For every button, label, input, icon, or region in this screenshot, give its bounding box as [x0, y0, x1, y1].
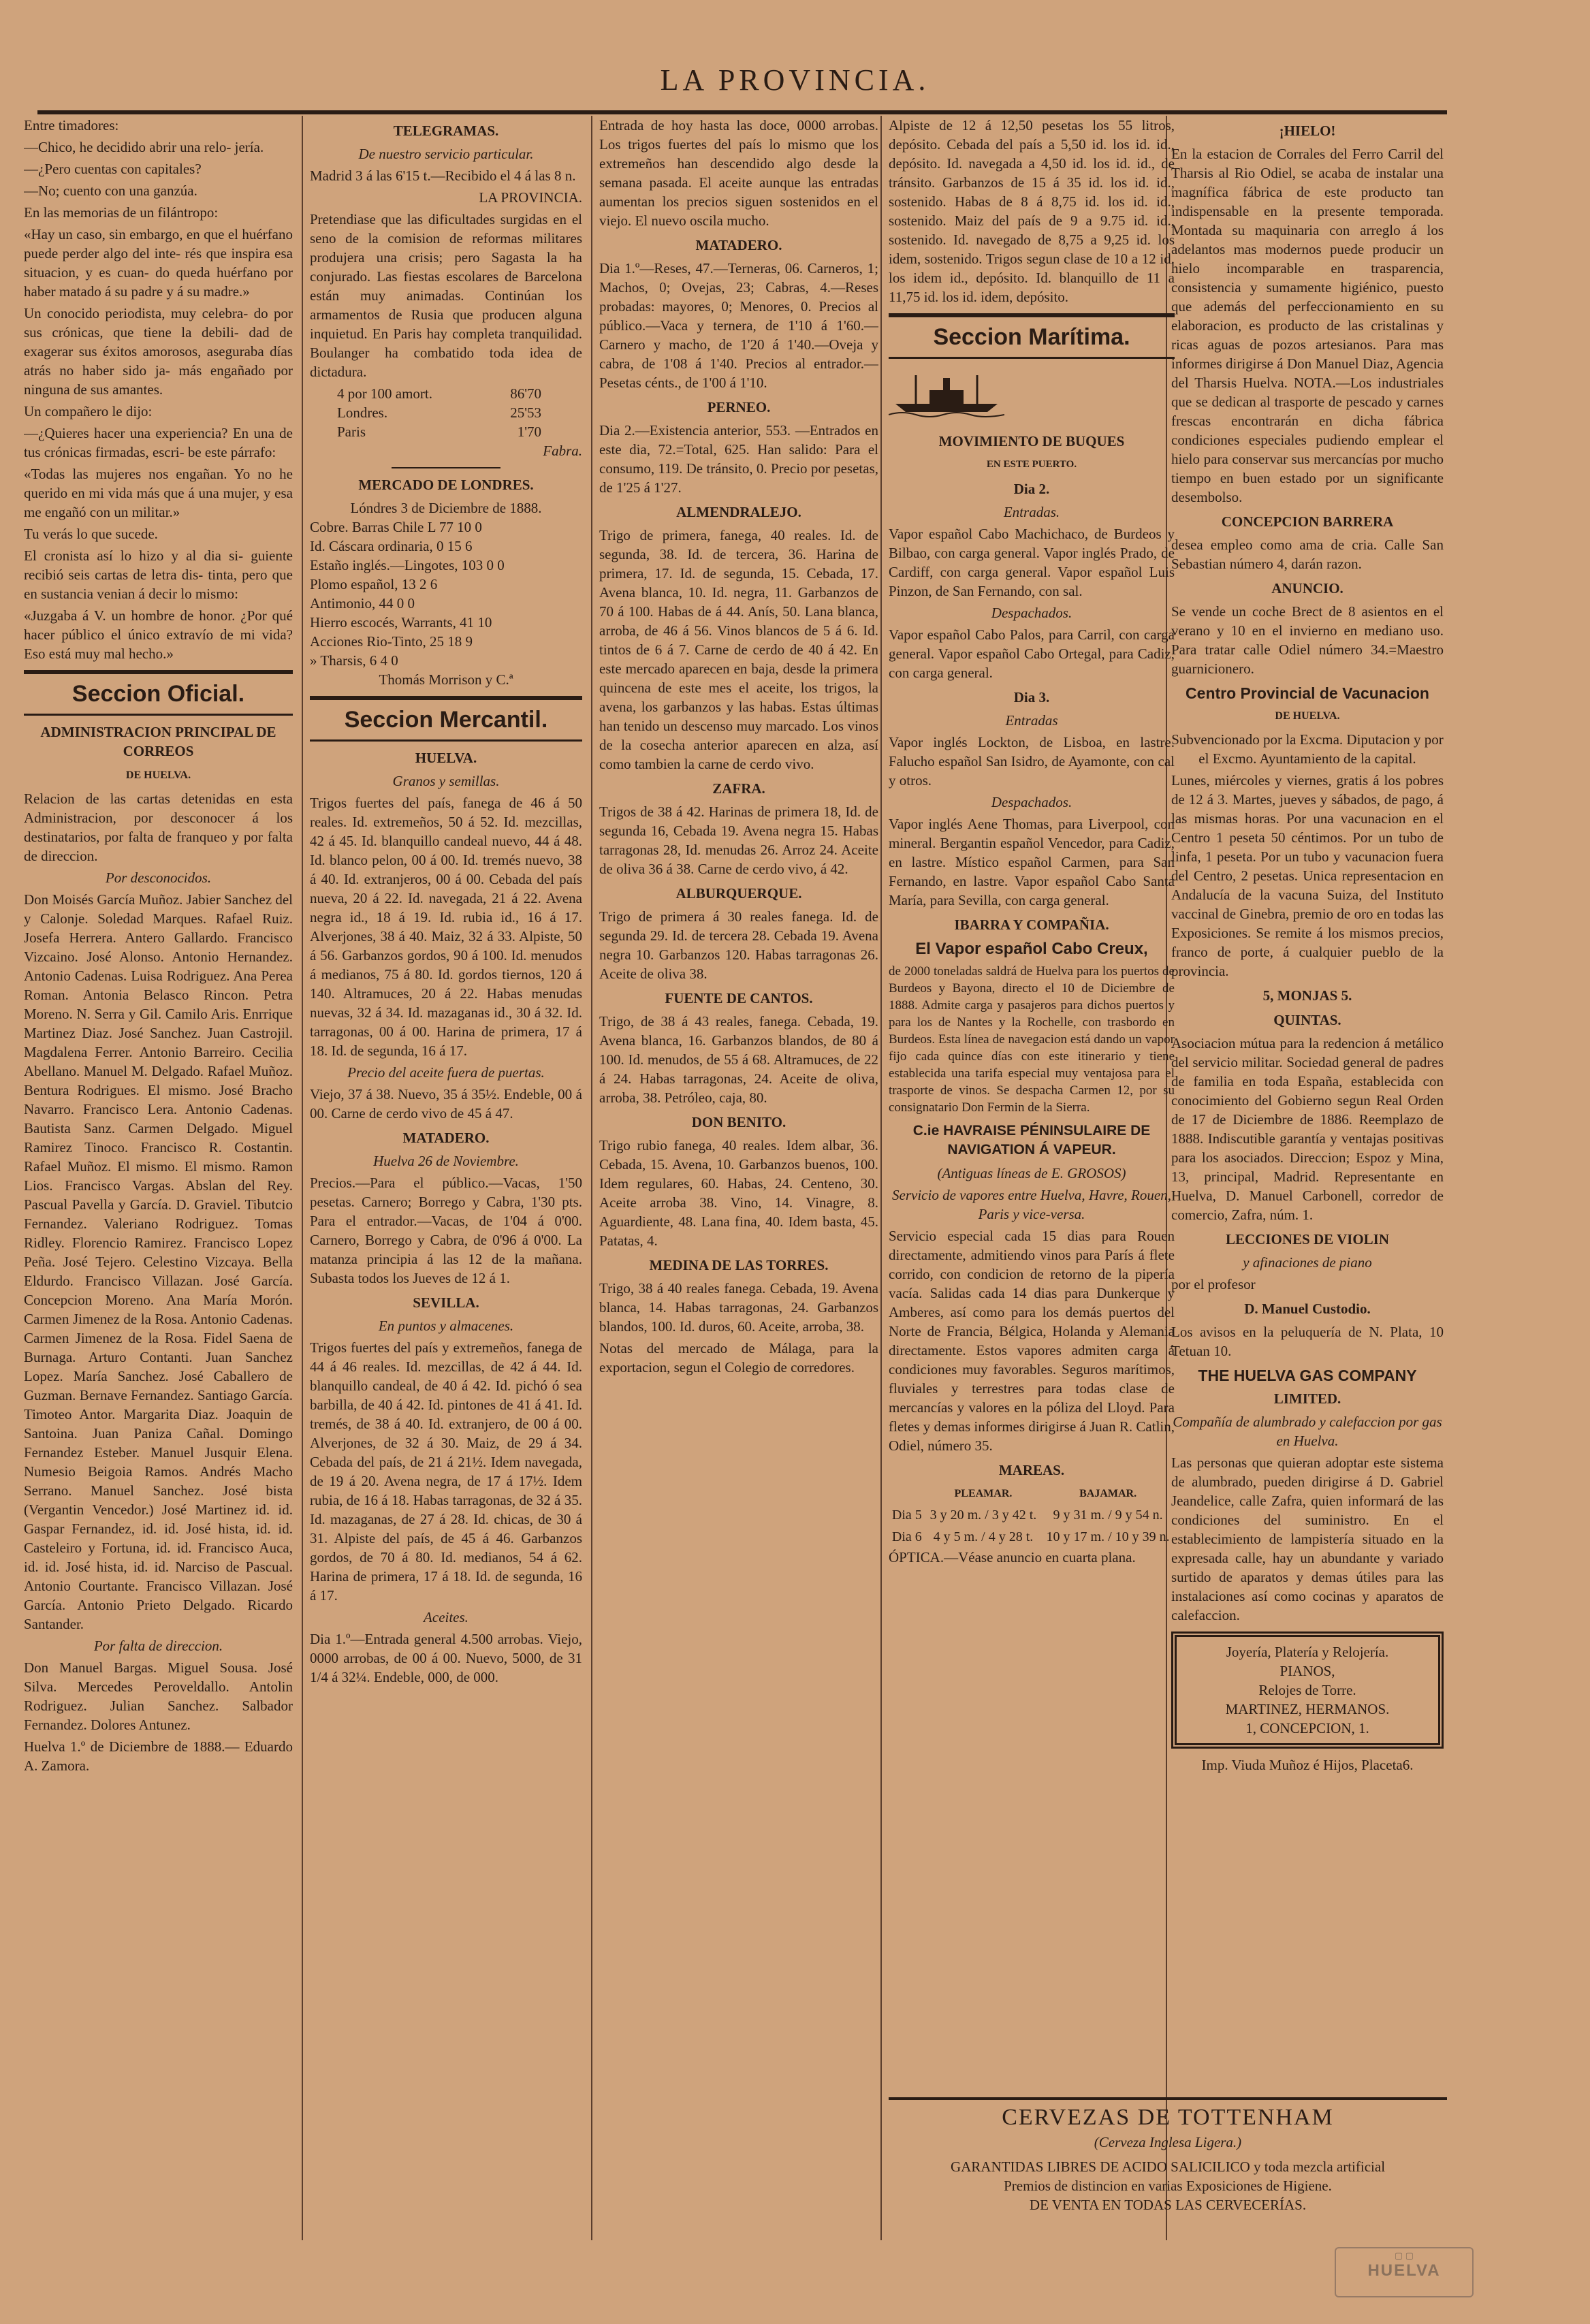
aceites-title: Aceites.: [424, 1609, 468, 1625]
joyeria-line: Joyería, Platería y Relojería.: [1226, 1644, 1389, 1660]
mareas-title: MAREAS.: [998, 1462, 1065, 1478]
cervezas-title: CERVEZAS DE TOTTENHAM: [889, 2097, 1447, 2127]
zafra-text: Trigos de 38 á 42. Harinas de primera 18, Id. de segunda 16, Cebada 19. Avena negra 15. Habas tarragonas 28, Id. menudas 26. Arroz 24. Aceite de oliva 36 á 38. Carne de cerdo vivo, á 42.: [599, 803, 878, 877]
rate-row: [337, 384, 582, 403]
column-2: [310, 116, 582, 2240]
despachados-2: Despachados.: [991, 605, 1072, 621]
londres-title: MERCADO DE LONDRES.: [358, 477, 534, 493]
matadero2-title: MATADERO.: [695, 237, 782, 253]
section-title-oficial: Seccion Oficial.: [24, 670, 293, 716]
alburquerque-text: Trigo de primera á 30 reales fanega. Id. de segunda 29. Id. de tercera 28. Cebada 19. Avena negra 10. Garbanzos 120. Habas tarragonas 26. Aceite de oliva 38.: [599, 908, 878, 982]
telegram-body: Pretendiase que las dificultades surgidas en el seno de la comision de reformas militares produjera una crisis; pero Sagasta la ha conjurado. Las fiestas escolares de Barcelona están muy animadas. Continúan los armamentos de Rusia que producen alguna inquietud. En Paris hay completa tranquilidad. Boulanger ha combatido toda idea de dictadura.: [310, 211, 582, 380]
column-divider: [591, 116, 592, 2240]
matadero2-text: Dia 1.º—Reses, 47.—Terneras, 06. Carneros, 1; Machos, 0; Ovejas, 23; Cabras, 4.—Reses probadas: mayores, 0; Menores, 0. Precios al público.—Vaca y ternera, de 1'10 á 1'60.—Carnero y macho, de 1'20 á 1'40.—Oveja y cabra, de 1'08 á 1'40. Precios al entrador.—Pesetas cénts., de 1'00 á 1'10.: [599, 260, 878, 391]
joyeria-line: MARTINEZ, HERMANOS.: [1225, 1701, 1390, 1717]
mareas-cell: 4 y 5 m. / 4 y 28 t.: [933, 1529, 1034, 1544]
despachados-3: Despachados.: [991, 794, 1072, 810]
londres-line: Hierro escocés, Warrants, 41 10: [310, 614, 492, 631]
rate-value: 86'70: [510, 385, 541, 402]
violin-name: D. Manuel Custodio.: [1244, 1301, 1371, 1317]
rate-row: [337, 422, 582, 441]
anecdote-paragraph: —¿Quieres hacer una experiencia? En una de tus crónicas firmadas, escri- be este párrafo:: [24, 425, 293, 460]
fuente-title: FUENTE DE CANTOS.: [665, 990, 813, 1006]
londres-line: Cobre. Barras Chile L 77 10 0: [310, 519, 482, 535]
medina-title: MEDINA DE LAS TORRES.: [649, 1257, 829, 1273]
violin-title: LECCIONES DE VIOLIN: [1225, 1231, 1389, 1247]
havraise-route: Servicio de vapores entre Huelva, Havre, Rouen, Paris y vice-versa.: [892, 1187, 1171, 1222]
desconocidos-title: Por desconocidos.: [105, 870, 212, 886]
cervezas-ad: [889, 2097, 1447, 2214]
creux-title: El Vapor español Cabo Creux,: [915, 940, 1148, 958]
top-rule: [37, 110, 1447, 114]
joyeria-ad: [1171, 1631, 1444, 1749]
malaga-notes: Notas del mercado de Málaga, para la exportacion, segun el Colegio de corredores.: [599, 1340, 878, 1375]
rate-value: 1'70: [517, 424, 541, 440]
exchange-rates: [310, 384, 582, 441]
concepcion-title: CONCEPCION BARRERA: [1221, 513, 1394, 530]
rates-signature: Fabra.: [543, 443, 582, 459]
perneo-text: Dia 2.—Existencia anterior, 553. —Entrados en este dia, 72.=Total, 625. Han salido: Para el consumo, 119. De tránsito, 0. Precio por pesetas, de 1'25 á 1'27.: [599, 422, 878, 496]
gas-title: THE HUELVA GAS COMPANY: [1198, 1367, 1417, 1384]
column-3: [599, 116, 878, 2240]
admin-intro: Relacion de las cartas detenidas en esta Administracion, por desconocer á los destinatarios, por falta de franqueo y por falta de direccion.: [24, 791, 293, 864]
medina-text: Trigo, 38 á 40 reales fanega. Cebada, 19. Avena blanca, 14. Habas tarragonas, 24. Garbanzos blandos, 100. Id. duros, 60. Aceite, arroba, 38.: [599, 1280, 878, 1335]
havraise-subtitle: (Antiguas líneas de E. GROSOS): [937, 1165, 1126, 1181]
cervezas-line-1: GARANTIDAS LIBRES DE ACIDO SALICILICO y toda mezcla artificial: [950, 2159, 1386, 2175]
violin-text: por el profesor: [1171, 1276, 1256, 1292]
admin-title: ADMINISTRACION PRINCIPAL DE CORREOS: [40, 724, 276, 759]
aceite-prices: Viejo, 37 á 38. Nuevo, 35 á 35½. Endeble, 00 á 00. Carne de cerdo vivo de 45 á 47.: [310, 1086, 582, 1121]
optica-notice: ÓPTICA.—Véase anuncio en cuarta plana.: [889, 1549, 1136, 1565]
anecdote-paragraph: El cronista así lo hizo y al dia si- guiente recibió seis cartas de letra dis- tinta, pero que en sustancia venian á decir lo mismo:: [24, 547, 293, 602]
fuente-text: Trigo, de 38 á 43 reales, fanega. Cebada, 19. Avena blanca, 16. Garbanzos blandos, de 80 á 100. Id. menudos, de 55 á 68. Altramuces, de 22 á 24. Habas tarragonas, 24. Aceite de oliva, arroba, 38. Petróleo, caja, 80.: [599, 1013, 878, 1106]
londres-line: Antimonio, 44 0 0: [310, 595, 415, 611]
section-title-mercantil: Seccion Mercantil.: [310, 696, 582, 742]
movimiento-subtitle: EN ESTE PUERTO.: [986, 459, 1077, 470]
vacunacion-subtitle: DE HUELVA.: [1275, 710, 1340, 722]
imprenta: Imp. Viuda Muñoz é Hijos, Placeta6.: [1201, 1757, 1414, 1773]
direccion-title: Por falta de direccion.: [93, 1638, 223, 1654]
matadero-date: Huelva 26 de Noviembre.: [373, 1153, 519, 1169]
masthead: LA PROVINCIA.: [660, 63, 930, 97]
anuncio-title: ANUNCIO.: [1271, 580, 1343, 596]
movimiento-title: MOVIMIENTO DE BUQUES: [938, 433, 1125, 449]
quintas-text: Asociacion mútua para la redencion á metálico del servicio militar. Sociedad general de padres de familia en toda España, establecida con conocimiento del Gobierno segun Real Orden de 17 de Diciembre de 1886. Reemplazo de 1888. Indiscutible garantía y ventajas positivas para los asociados. Direccion; Espoz y Mina, 13, principal, Madrid. Representante en Huelva, D. Manuel Carbonell, corredor de comercio, Zafra, núm. 1.: [1171, 1035, 1444, 1223]
almendralejo-title: ALMENDRALEJO.: [676, 504, 801, 520]
huelva-title: HUELVA.: [415, 750, 477, 766]
anecdote-paragraph: «Todas las mujeres nos engañan. Yo no he querido en mi vida más que á una mujer, y esa me engañó con un militar.»: [24, 466, 293, 520]
anecdote-paragraph: —¿Pero cuentas con capitales?: [24, 161, 202, 177]
entradas-2-text: Vapor español Cabo Machichaco, de Burdeos y Bilbao, con carga general. Vapor inglés Prado, de Cardiff, con carga general. Vapor español Luis Pinzon, de San Fernando, con sal.: [889, 526, 1175, 599]
anecdote-paragraph: Un conocido periodista, muy celebra- do por sus crónicas, que tiene la debili- dad de exagerar sus éxitos amorosos, aseguraba días atrás no haber sido ja- más engañado por ninguna de sus amantes.: [24, 305, 293, 398]
creux-text: de 2000 toneladas saldrá de Huelva para los puertos de Burdeos y Bayona, directo el 10 de Diciembre de 1888. Admite carga y pasajeros para dichos puertos y para los de Nantes y la Rochelle, con trasbordo en Burdeos. Esta línea de navegacion está dando un vapor fijo cada quince días con este itinerario y tiene establecida una tarifa especial muy ventajosa para el trasporte de vinos. Se despacha Carmen 12, por su consignatario Don Fermin de la Sierra.: [889, 964, 1175, 1115]
column-1: [24, 116, 293, 2240]
londres-line: Thomás Morrison y C.ª: [379, 671, 513, 688]
telegramas-title: TELEGRAMAS.: [393, 123, 499, 139]
entradas-3-text: Vapor inglés Lockton, de Lisboa, en lastre. Falucho español San Isidro, de Ayamonte, con cal y otros.: [889, 734, 1175, 789]
matadero-title: MATADERO.: [402, 1130, 490, 1146]
column-5: [1171, 116, 1444, 2084]
joyeria-line: Relojes de Torre.: [1258, 1682, 1356, 1698]
mareas-cell: Dia 5: [891, 1508, 922, 1523]
anecdote-paragraph: «Juzgaba á V. un hombre de honor. ¿Por qué hacer público el único extravío de mi vida? Eso está muy mal hecho.»: [24, 607, 293, 662]
entradas-2: Entradas.: [1003, 504, 1060, 520]
section-title-maritima: Seccion Marítima.: [889, 313, 1175, 359]
anecdotes: [24, 116, 293, 663]
mareas-cell: Dia 6: [891, 1529, 922, 1544]
mareas-cell: 10 y 17 m. / 10 y 39 n.: [1046, 1529, 1170, 1544]
alburquerque-title: ALBURQUERQUE.: [675, 885, 802, 902]
mareas-cell: 9 y 31 m. / 9 y 54 n.: [1053, 1508, 1163, 1523]
anecdote-paragraph: —No; cuento con una ganzúa.: [24, 182, 197, 199]
havraise-title: C.ie HAVRAISE PÉNINSULAIRE DE NAVIGATION Á VAPEUR.: [912, 1123, 1151, 1158]
huelva-prices: Trigos fuertes del país, fanega de 46 á 50 reales. Id. extremeños, 50 á 52. Id. mezcillas, 42 á 45. Id. blanquillo candeal nuevo, 44 á 48. Id. blanco pelon, 00 á 00. Id. tremés nuevo, 38 á 40. Id. extranjeros, 00 á 00. Cebada del país nueva, 20 á 22. Id. navegada, 21 á 22. Avena negra id., 18 á 19. Id. rubia id., 16 á 17. Alverjones, 38 á 40. Maiz, 32 á 33. Alpiste, 50 á 56. Garbanzos gordos, 90 á 100. Id. menudos á medianos, 75 á 80. Id. gordos tiernos, 120 á 140. Altramuces, 20 á 22. Habas menudas nuevas, 32 á 34. Id. mazaganas id., 30 á 32. Id. tarragonas, 00 á 00. Harina de primera, 17 á 18. Id. de segunda, 16 á 17.: [310, 795, 582, 1059]
anecdote-paragraph: Tu verás lo que sucede.: [24, 526, 158, 542]
anecdote-paragraph: «Hay un caso, sin embargo, en que el huérfano puede perder algo del inte- rés que inspira esa situacion, y es cuan- do queda huérfano por haber matado á su padre y á su madre.»: [24, 226, 293, 300]
telegram-header: Madrid 3 á las 6'15 t.—Recibido el 4 á las 8 n.: [310, 168, 576, 184]
mareas-header: PLEAMAR.: [954, 1488, 1013, 1499]
admin-signature: Huelva 1.º de Diciembre de 1888.— Eduardo A. Zamora.: [24, 1738, 293, 1774]
divider: [392, 467, 500, 468]
telegram-from: LA PROVINCIA.: [479, 189, 582, 206]
market-notes: Entrada de hoy hasta las doce, 0000 arrobas. Los trigos fuertes del país lo mismo que los extremeños han descendido algo desde la semana pasada. El aceite aunque las entradas aumentan los precios siguen sostenidos en el viejo. El nuevo oscila mucho.: [599, 117, 878, 229]
rate-value: 25'53: [510, 404, 541, 421]
concepcion-text: desea empleo como ama de cria. Calle San Sebastian número 4, darán razon.: [1171, 537, 1444, 572]
granos-title: Granos y semillas.: [392, 773, 500, 789]
cervezas-line-2: Premios de distincion en varias Exposiciones de Higiene.: [1004, 2178, 1332, 2194]
column-divider: [302, 116, 303, 2240]
gas-subtitle: LIMITED.: [1273, 1390, 1341, 1407]
violin-address: Los avisos en la peluquería de N. Plata, 10 Tetuan 10.: [1171, 1324, 1444, 1359]
quintas-title: QUINTAS.: [1273, 1012, 1341, 1028]
mareas-row: [889, 1526, 1175, 1548]
ship-icon: [889, 370, 1004, 417]
mareas-header: BAJAMAR.: [1079, 1488, 1137, 1499]
almendralejo-text: Trigo de primera, fanega, 40 reales. Id. de segunda, 38. Id. de tercera, 36. Harina de primera, 17. Id. de segunda, 15. Cebada, 17. Avena blanca, 10. Id. negra, 11. Garbanzos de 70 á 100. Habas de á 44. Anís, 50. Lana blanca, arroba, de 46 á 56. Vinos blancos de 5 á 6. Id. tintos de 6 á 7. Carne de cerdo de 40 á 42. En este mercado aparecen en baja, desde la primera quincena de este mes el aceite, los trigos, la avena, los garbanzos y las habas. Estas últimas han tenido un descenso muy marcado. Los vinos de la cosecha anterior aparecen en alza, así como tambien la carne de cerdo vivo.: [599, 527, 878, 772]
hielo-title: ¡HIELO!: [1279, 123, 1336, 139]
joyeria-line: PIANOS,: [1279, 1663, 1335, 1679]
rate-label: 4 por 100 amort.: [337, 385, 432, 402]
vacunacion-text: Lunes, miércoles y viernes, gratis á los pobres de 12 á 3. Martes, jueves y sábados, de pago, á las mismas horas. Por una vacunacion en el Centro 1 peseta 50 céntimos. Por un tubo de linfa, 1 peseta. Por un tubo y vacunacion fuera del Centro, 2 pesetas. Unica representacion en Andalucía de la vacuna Suiza, del Instituto vaccinal de Ginebra, premio de oro en todas las Exposiciones. Se remite á los mismos precios, franco de porte, á cualquier pueblo de la provincia.: [1171, 772, 1444, 979]
vacunacion-address: 5, MONJAS 5.: [1262, 987, 1352, 1004]
despachados-3-text: Vapor inglés Aene Thomas, para Liverpool, con mineral. Bergantin español Vencedor, para Cadiz, en lastre. Místico español Carmen, para San Fernando, en lastre. Vapor español Cabo Santa María, para Sevilla, con carga general.: [889, 816, 1175, 908]
rate-label: Londres.: [337, 404, 388, 421]
column-divider: [880, 116, 882, 2240]
archive-stamp: ▢ ▢ HUELVA: [1335, 2247, 1474, 2297]
telegramas-subtitle: De nuestro servicio particular.: [358, 146, 534, 162]
zafra-title: ZAFRA.: [712, 780, 765, 797]
cervezas-line-3: DE VENTA EN TODAS LAS CERVECERÍAS.: [1029, 2197, 1307, 2213]
londres-line: Plomo español, 13 2 6: [310, 576, 438, 592]
anuncio-text: Se vende un coche Brect de 8 asientos en el verano y 10 en el invierno en mediano uso. Para tratar calle Odiel número 34.=Maestro guarnicionero.: [1171, 603, 1444, 677]
matadero-prices: Precios.—Para el público.—Vacas, 1'50 pesetas. Carnero; Borrego y Cabra, 1'30 pts. Para el entrador.—Vacas, de 1'04 á 0'00. Carnero, Borrego y Cabra, de 0'96 á 0'00. La matanza principia á las 12 de la mañana. Subasta todos los Jueves de 12 á 1.: [310, 1175, 582, 1286]
rate-label: Paris: [337, 424, 366, 440]
mareas-cell: 3 y 20 m. / 3 y 42 t.: [929, 1508, 1037, 1523]
market-prices-cont: Alpiste de 12 á 12,50 pesetas los 55 litros, depósito. Cebada del país a 5,50 id. los id. id., depósito. Id. navegada a 4,50 id. los id. id., de tránsito. Garbanzos de 15 á 35 id. los id. id., sostenido. Habas de 8 á 8,75 id. los id. id., sostenido. Maiz del país de 9 a 9.75 id. id., sostenido. Id. navegado de 8,75 a 9,25 id. los idem, sostenido. Trigos segun clase de 10 a 12 id. los idem id., depósito. Id. blanquillo de 11 a 11,75 id. los id. idem, depósito.: [889, 117, 1175, 305]
mareas-row: [889, 1504, 1175, 1526]
mareas-header: [889, 1484, 925, 1504]
violin-subtitle: y afinaciones de piano: [1243, 1254, 1372, 1271]
sevilla-subtitle: En puntos y almacenes.: [378, 1318, 514, 1334]
londres-line: Estaño inglés.—Lingotes, 103 0 0: [310, 557, 505, 573]
cervezas-subtitle: (Cerveza Inglesa Ligera.): [1094, 2134, 1242, 2150]
londres-line: Lóndres 3 de Diciembre de 1888.: [350, 500, 542, 516]
vacunacion-title: Centro Provincial de Vacunacion: [1186, 684, 1429, 702]
despachados-2-text: Vapor español Cabo Palos, para Carril, con carga general. Vapor español Cabo Ortegal, para Cadiz, con carga general.: [889, 626, 1175, 681]
anecdote-paragraph: En las memorias de un filántropo:: [24, 204, 219, 221]
vacunacion-intro: Subvencionado por la Excma. Diputacion y por el Excmo. Ayuntamiento de la capital.: [1171, 731, 1444, 767]
column-4: [889, 116, 1175, 2084]
sevilla-title: SEVILLA.: [413, 1294, 479, 1311]
sevilla-prices: Trigos fuertes del país y extremeños, fanega de 44 á 46 reales. Id. mezcillas, de 42 á 44. Id. blanquillo candeal, de 40 á 42. Id. pichó ó sea barbilla, de 40 á 42. Id. pintones de 41 á 41. Id. tremés, de 38 á 40. Id. extranjero, de 00 á 00. Alverjones, de 32 á 30. Maiz, de 29 á 34. Cebada del país, de 21 á 21½. Idem navegada, de 19 á 20. Avena negra, de 17 á 17½. Idem rubia, de 16 á 18. Habas tarragonas, de 32 á 35. Id. mazaganas, de 27 á 28. Id. chicas, de 30 á 31. Alpiste del país, de 45 á 46. Garbanzos gordos, de 70 á 80. Id. medianos, 54 á 62. Harina de primera, 17 á 18. Id. de segunda, 16 á 17.: [310, 1339, 582, 1604]
aceite-title: Precio del aceite fuera de puertas.: [347, 1064, 545, 1081]
londres-line: » Tharsis, 6 4 0: [310, 652, 398, 669]
londres-line: Acciones Rio-Tinto, 25 18 9: [310, 633, 473, 650]
londres-list: [310, 498, 582, 689]
dia-2: Dia 2.: [1013, 481, 1050, 497]
joyeria-line: 1, CONCEPCION, 1.: [1245, 1720, 1369, 1736]
havraise-text: Servicio especial cada 15 dias para Rouen directamente, admitiendo vinos para París á flete corrido, con condicion de retorno de la pipería vacía. Salidas cada 14 dias para Dunkerque y Amberes, así como para los demás puertos del Norte de Francia, Bélgica, Holanda y Alemania directamente. Estos vapores admiten carga á condiciones muy favorables. Seguros marítimos, fluviales y terrestres para todas clase de mercancías y valores en la póliza del Lloyd. Para fletes y demas informes dirigirse á Juan R. Catlin, Odiel, número 35.: [889, 1228, 1175, 1454]
hielo-text: En la estacion de Corrales del Ferro Carril del Tharsis al Rio Odiel, se acaba de instalar una magnífica fábrica de este producto tan indispensable en la presente temporada. Montada su maquinaria con arreglo á los adelantos mas modernos puede producir un hielo incomparable en trasparencia, consistencia y sumamente higiénico, puesto que además del perfeccionamiento en su elaboracion, es producto de las cristalinas y ricas aguas de pozos artesianos. Para mas informes dirigirse á Don Manuel Diaz, Agencia del Tharsis Huelva. NOTA.—Los industriales que se dedican al trasporte de pescado y carnes frescas encontrarán en dicha fábrica condiciones especiales pudiendo emplear el hielo para conservar sus mercancías por mucho tiempo en buen estado por un significante desembolso.: [1171, 146, 1444, 505]
stamp-label: HUELVA: [1367, 2261, 1441, 2280]
gas-tagline: Compañía de alumbrado y calefaccion por gas en Huelva.: [1173, 1414, 1442, 1449]
benito-text: Trigo rubio fanega, 40 reales. Idem albar, 36. Cebada, 15. Avena, 10. Garbanzos buenos, 100. Idem regulares, 60. Habas, 24. Centeno, 30. Aceite arroba 38. Vino, 14. Vinagre, 8. Aguardiente, 48. Lana fina, 40. Idem basta, 45. Patatas, 4.: [599, 1137, 878, 1249]
benito-title: DON BENITO.: [691, 1114, 786, 1130]
anecdote-paragraph: —Chico, he decidido abrir una relo- jería.: [24, 139, 264, 155]
desconocidos-list: Don Moisés García Muñoz. Jabier Sanchez del y Calonje. Soledad Marques. Rafael Ruiz. Josefa Herrera. Antero Gallardo. Francisco Vizcaino. José Alonso. Antonio Hernandez. Antonio Cadenas. Luisa Rodriguez. Ana Perea Roman. Antonia Belasco Rincon. Petra Moreno. N. Serra y Gil. Camilo Aris. Enrrique Martinez Diaz. José Sanchez. Juan Castrojil. Magdalena Ferrer. Antonio Barreiro. Cecilia Abellano. Manuel M. Delgado. Rafael Muñoz. Bentura Rodrigues. El mismo. José Bracho Navarro. Francisco Lera. Antonio Cadenas. Bautista Sanz. Carmen Delgado. Miguel Ramirez Tinoco. Francisco R. Costantin. Rafael Muñoz. El mismo. El mismo. Ramon Lios. Francisco Vargas. Abslan del Rey. Pascual Pavella y García. D. Graviel. Tibutcio Fernandez. Valeriano Rodriguez. Tomas Ridley. Florencio Ramirez. Francisco Lopez Peña. José Tejero. Celestino Vizcaya. Bella Eldurdo. Francisco Villazan. José García. Concepcion Moreno. Ana María Morón. Carmen Jimenez de la Rosa. Antonio Cadenas. Carmen Jimenez de la Rosa. Fidel Saena de Burnaga. Arturo Contanti. Juan Sanchez Lopez. María Sanchez. José Caballero de Guzman. Bernave Fernandez. Santiago García. Timoteo Antor. Margarita Diaz. Joaquin de Santoina. Juan Paniza Cañal. Domingo Fernandez Esteber. Manuel Jusquir Elena. Numesio Beigoia Ramos. Andrés Macho Serrano. Manuel Sanchez. José bista (Vergantin Vencedor.) José Martinez id. id. Gaspar Fernandez, id. id. José hista, id. id. Casteleiro y Fortuna, id. id. Francisco Auca, id. id. José hista, id. id. Narciso de Pascual. Antonio Courtante. Francisco Villazan. José García. Antonio Prieto Delgado. Ricardo Santander.: [24, 891, 293, 1632]
londres-line: Id. Cáscara ordinaria, 0 15 6: [310, 538, 473, 554]
anecdote-paragraph: Entre timadores:: [24, 117, 119, 133]
perneo-title: PERNEO.: [707, 399, 771, 415]
dia-3: Dia 3.: [1013, 689, 1050, 705]
ibarra-title: IBARRA Y COMPAÑIA.: [954, 917, 1109, 933]
aceites-prices: Dia 1.º—Entrada general 4.500 arrobas. Viejo, 0000 arrobas, de 00 á 00. Nuevo, 5000, de 31 1/4 á 32¼. Endeble, 000, de 000.: [310, 1631, 582, 1685]
mareas-table: [889, 1484, 1175, 1548]
gas-text: Las personas que quieran adoptar este sistema de alumbrado, pueden dirigirse á D. Gabriel Jeandelice, calle Zafra, quien informará de las condiciones del suministro. En el establecimiento de lampistería situado en la expresada calle, hay un abundante y variado surtido de aparatos y demas útiles para las instalaciones así como cocinas y aparatos de calefaccion.: [1171, 1454, 1444, 1623]
anecdote-paragraph: Un compañero le dijo:: [24, 403, 153, 419]
entradas-3: Entradas: [1005, 712, 1058, 729]
direccion-list: Don Manuel Bargas. Miguel Sousa. José Silva. Mercedes Peroveldallo. Antolin Rodriguez. Julian Sanchez. Salbador Fernandez. Dolores Antunez.: [24, 1659, 293, 1733]
admin-subtitle: DE HUELVA.: [125, 769, 191, 781]
rate-row: [337, 403, 582, 422]
